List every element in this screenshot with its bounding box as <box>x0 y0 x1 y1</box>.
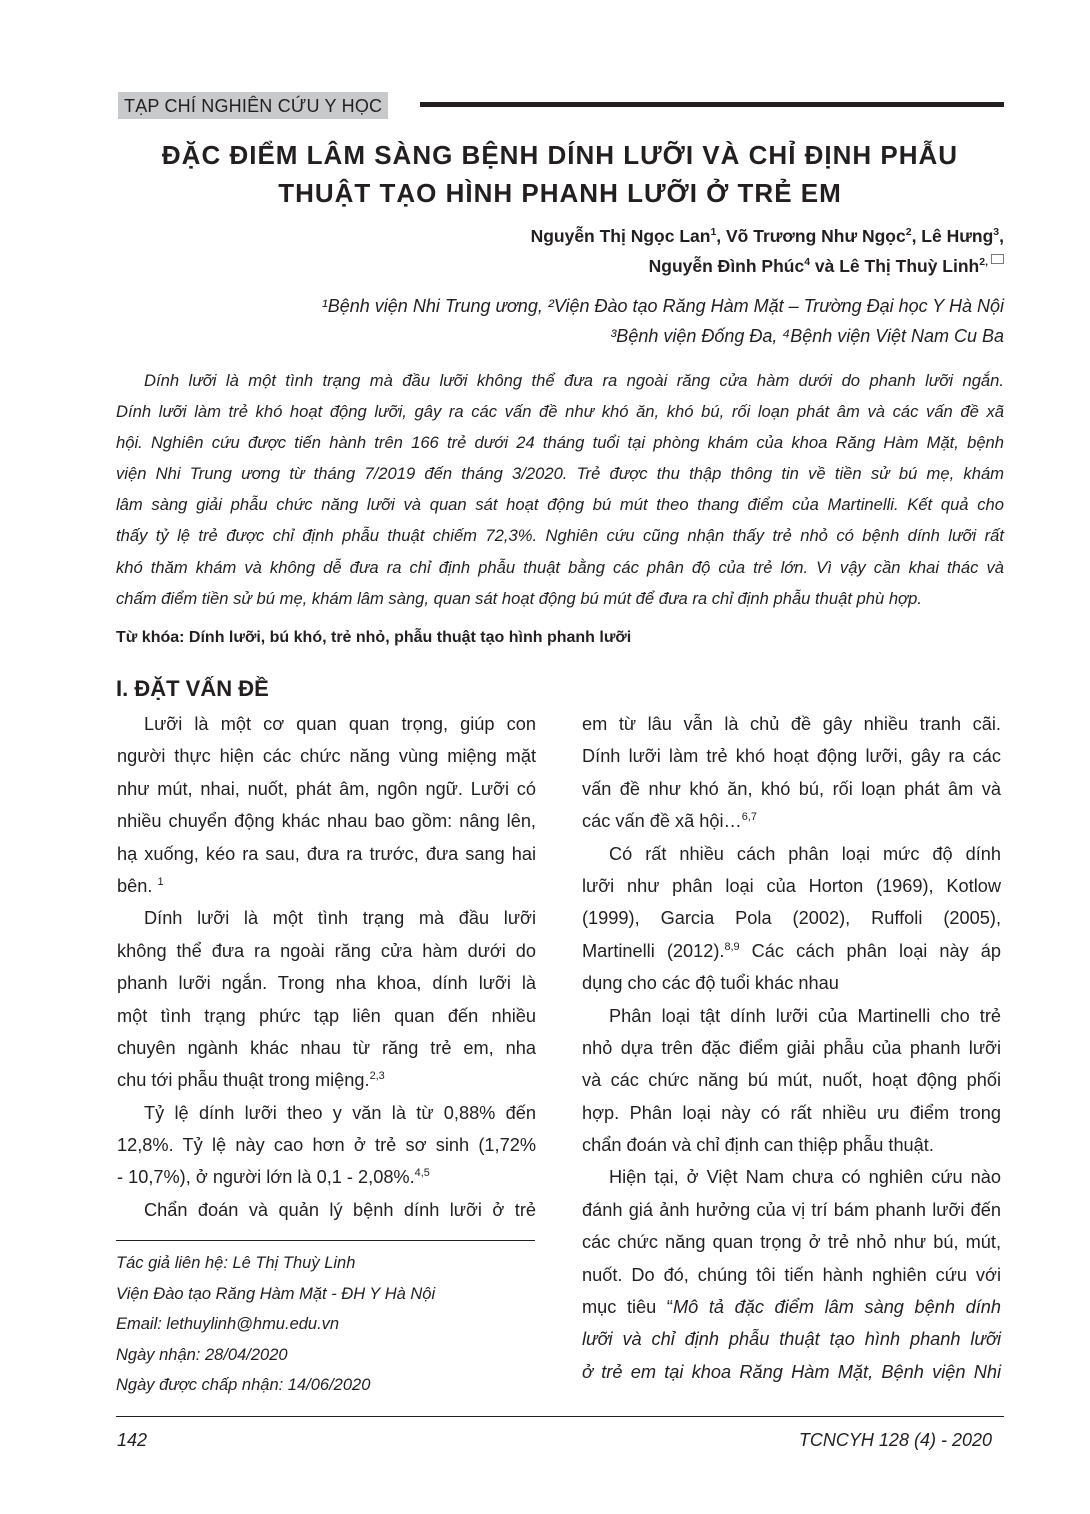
body-line: hạ xuống, kéo ra sau, đưa ra trước, đưa sang hai <box>117 843 536 864</box>
contact-institution: Viện Đào tạo Răng Hàm Mặt - ĐH Y Hà Nội <box>116 1284 436 1303</box>
body-line <box>582 1291 1001 1323</box>
body-text: Martinelli (2012). <box>582 940 725 961</box>
body-line: và các chức năng bú mút, nuốt, hoạt động phối <box>582 1070 1001 1091</box>
body-line: vấn đề như khó ăn, khó bú, rối loạn phát âm và <box>582 778 1001 799</box>
affiliation-marker: 3 <box>993 226 1000 239</box>
body-line: người thực hiện các chức năng vùng miệng mặt <box>117 746 536 767</box>
abstract-line: Dính lưỡi là một tình trạng mà đầu lưỡi không thể đưa ra ngoài răng cửa hàm dưới do phanh lưỡi ngắn. <box>144 371 1004 390</box>
envelope-icon <box>991 254 1004 264</box>
article-title-line-2: THUẬT TẠO HÌNH PHANH LƯỠI Ở TRẺ EM <box>278 178 842 208</box>
body-line: Hiện tại, ở Việt Nam chưa có nghiên cứu nào <box>609 1167 1001 1188</box>
body-line <box>117 1161 536 1193</box>
body-line: Có rất nhiều cách phân loại mức độ dính <box>609 843 1001 864</box>
keywords: Từ khóa: Dính lưỡi, bú khó, trẻ nhỏ, phẫu thuật tạo hình phanh lưỡi <box>116 629 632 646</box>
abstract-line: viện Nhi Trung ương từ tháng 7/2019 đến tháng 3/2020. Trẻ được thu thập thông tin về tiền sử bú mẹ, khám <box>116 464 1004 484</box>
body-line <box>582 805 1001 837</box>
abstract-line: Dính lưỡi làm trẻ khó hoạt động lưỡi, gây ra các vấn đề như khó ăn, khó bú, rối loạn phát âm và các vấn đề xã <box>116 402 1004 422</box>
body-line: Phân loại tật dính lưỡi của Martinelli cho trẻ <box>609 1005 1001 1026</box>
body-column-left <box>117 708 536 1226</box>
received-date: Ngày nhận: 28/04/2020 <box>116 1345 288 1364</box>
author-name: Nguyễn Thị Ngọc Lan <box>530 226 711 246</box>
body-line: đánh giá ảnh hưởng của vị trí bám phanh lưỡi đến <box>582 1199 1001 1220</box>
article-title-line-1: ĐẶC ĐIỂM LÂM SÀNG BỆNH DÍNH LƯỠI VÀ CHỈ ĐỊNH PHẪU <box>161 140 959 170</box>
body-line: nhiều chuyển động khác nhau bao gồm: nâng lên, <box>117 811 536 832</box>
body-line: lưỡi như phân loại của Horton (1969), Kotlow <box>582 875 1001 896</box>
footer-rule <box>116 1416 1004 1417</box>
body-line: dụng cho các độ tuổi khác nhau <box>582 973 839 994</box>
affiliations-line-1: ¹Bệnh viện Nhi Trung ương, ²Viện Đào tạo Răng Hàm Mặt – Trường Đại học Y Hà Nội <box>321 296 1004 316</box>
affiliation-marker: 4 <box>804 256 811 269</box>
abstract-line: chấm điểm tiền sử bú mẹ, khám lâm sàng, quan sát hoạt động bú mút để đưa ra chỉ định phẫu thuật phù hợp. <box>116 588 922 608</box>
body-line: một tình trạng phức tạp liên quan đến nhiều <box>117 1005 536 1026</box>
body-line: Lưỡi là một cơ quan quan trọng, giúp con <box>144 714 536 734</box>
body-line: nuốt. Do đó, chúng tôi tiến hành nghiên cứu với <box>582 1264 1001 1285</box>
citation-ref: 2,3 <box>369 1070 385 1083</box>
body-text: Các cách phân loại này áp <box>739 940 1002 961</box>
footnote-rule <box>116 1240 535 1241</box>
contact-email: Email: lethuylinh@hmu.edu.vn <box>116 1315 340 1333</box>
citation-ref: 6,7 <box>741 811 757 824</box>
body-line: như mút, nhai, nuốt, phát âm, ngôn ngữ. Lưỡi có <box>117 778 536 799</box>
affiliations-line-2: ³Bệnh viện Đống Đa, ⁴Bệnh viện Việt Nam Cu Ba <box>610 326 1004 346</box>
body-line: không thể đưa ra ngoài răng cửa hàm dưới do <box>117 940 536 961</box>
body-line <box>117 1064 536 1096</box>
corresponding-author-footnote <box>116 1248 435 1401</box>
authors-line-1 <box>531 226 1004 247</box>
authors-line-2 <box>649 256 1004 277</box>
citation-ref: 1 <box>157 875 164 888</box>
body-line: nhỏ dựa trên đặc điểm giải phẫu của phanh lưỡi <box>582 1037 1001 1058</box>
body-text: bên. <box>117 875 153 896</box>
body-text: mục tiêu “ <box>582 1297 673 1318</box>
accepted-date: Ngày được chấp nhận: 14/06/2020 <box>116 1376 371 1394</box>
abstract-line: khó thăm khám và không dễ đưa ra chỉ định phẫu thuật bằng các phân độ của trẻ lớn. Vì vậy cần khai thác và <box>116 557 1004 577</box>
body-line: lưỡi và chỉ định phẫu thuật tạo hình phanh lưỡi <box>582 1329 1001 1350</box>
body-line: (1999), Garcia Pola (2002), Ruffoli (2005), <box>582 908 1001 929</box>
body-line <box>117 870 536 902</box>
body-line: chẩn đoán và chỉ định can thiệp phẫu thuật. <box>582 1135 934 1156</box>
contact-author: Tác giả liên hệ: Lê Thị Thuỳ Linh <box>116 1254 356 1272</box>
author-name: , Lê Hưng <box>911 226 994 246</box>
body-line: Chẩn đoán và quản lý bệnh dính lưỡi ở trẻ <box>144 1199 536 1220</box>
affiliation-marker: 2, <box>979 256 988 269</box>
affiliation-marker: 2 <box>905 226 912 239</box>
affiliation-marker: 1 <box>710 226 717 239</box>
body-line: các chức năng quan trọng ở trẻ nhỏ như bú, mút, <box>582 1232 1001 1253</box>
body-text: các vấn đề xã hội… <box>582 811 742 832</box>
abstract-line: thấy tỷ lệ trẻ được chỉ định phẫu thuật chiếm 72,3%. Nghiên cứu cũng nhận thấy trẻ nhỏ có bệnh dính lưỡi rất <box>116 526 1004 546</box>
author-name: , Võ Trương Như Ngọc <box>716 226 906 246</box>
abstract-line: hội. Nghiên cứu được tiến hành trên 166 trẻ dưới 24 tháng tuổi tại phòng khám của khoa Răng Hàm Mặt, bệnh <box>116 433 1004 453</box>
body-line: phanh lưỡi ngắn. Trong nha khoa, dính lưỡi là <box>117 973 536 994</box>
body-column-right <box>582 708 1001 1388</box>
body-line: chuyên ngành khác nhau từ răng trẻ em, nha <box>117 1037 536 1058</box>
author-separator: , <box>999 226 1004 246</box>
body-line: ở trẻ em tại khoa Răng Hàm Mặt, Bệnh viện Nhi <box>582 1361 1001 1382</box>
body-line: Dính lưỡi là một tình trạng mà đầu lưỡi <box>144 908 536 929</box>
body-line: hợp. Phân loại này có rất nhiều ưu điểm trong <box>582 1102 1001 1123</box>
author-name: Nguyễn Đình Phúc <box>648 256 805 276</box>
body-line: Tỷ lệ dính lưỡi theo y văn là từ 0,88% đến <box>144 1102 536 1123</box>
section-heading: I. ĐẶT VẤN ĐỀ <box>116 676 269 701</box>
citation-ref: 8,9 <box>724 940 740 953</box>
author-name: và Lê Thị Thuỳ Linh <box>810 256 980 276</box>
body-line <box>582 935 1001 967</box>
header-rule <box>420 102 1004 107</box>
journal-issue: TCNCYH 128 (4) - 2020 <box>798 1430 992 1450</box>
abstract <box>116 365 1004 614</box>
objective-text: Mô tả đặc điểm lâm sàng bệnh dính <box>672 1297 1001 1318</box>
journal-name: TẠP CHÍ NGHIÊN CỨU Y HỌC <box>118 92 388 119</box>
page-number: 142 <box>117 1430 148 1450</box>
body-text: chu tới phẫu thuật trong miệng. <box>117 1070 370 1091</box>
abstract-line: lâm sàng giải phẫu chức năng lưỡi và quan sát hoạt động bú mút theo thang điểm của Martinelli. Kết quả cho <box>116 495 1004 515</box>
body-line: Dính lưỡi làm trẻ khó hoạt động lưỡi, gây ra các <box>582 746 1001 767</box>
body-line: em từ lâu vẫn là chủ đề gây nhiều tranh cãi. <box>582 714 1001 734</box>
body-text: - 10,7%), ở người lớn là 0,1 - 2,08%. <box>117 1167 415 1188</box>
citation-ref: 4,5 <box>414 1167 430 1180</box>
body-line: 12,8%. Tỷ lệ này cao hơn ở trẻ sơ sinh (1,72% <box>117 1135 536 1156</box>
